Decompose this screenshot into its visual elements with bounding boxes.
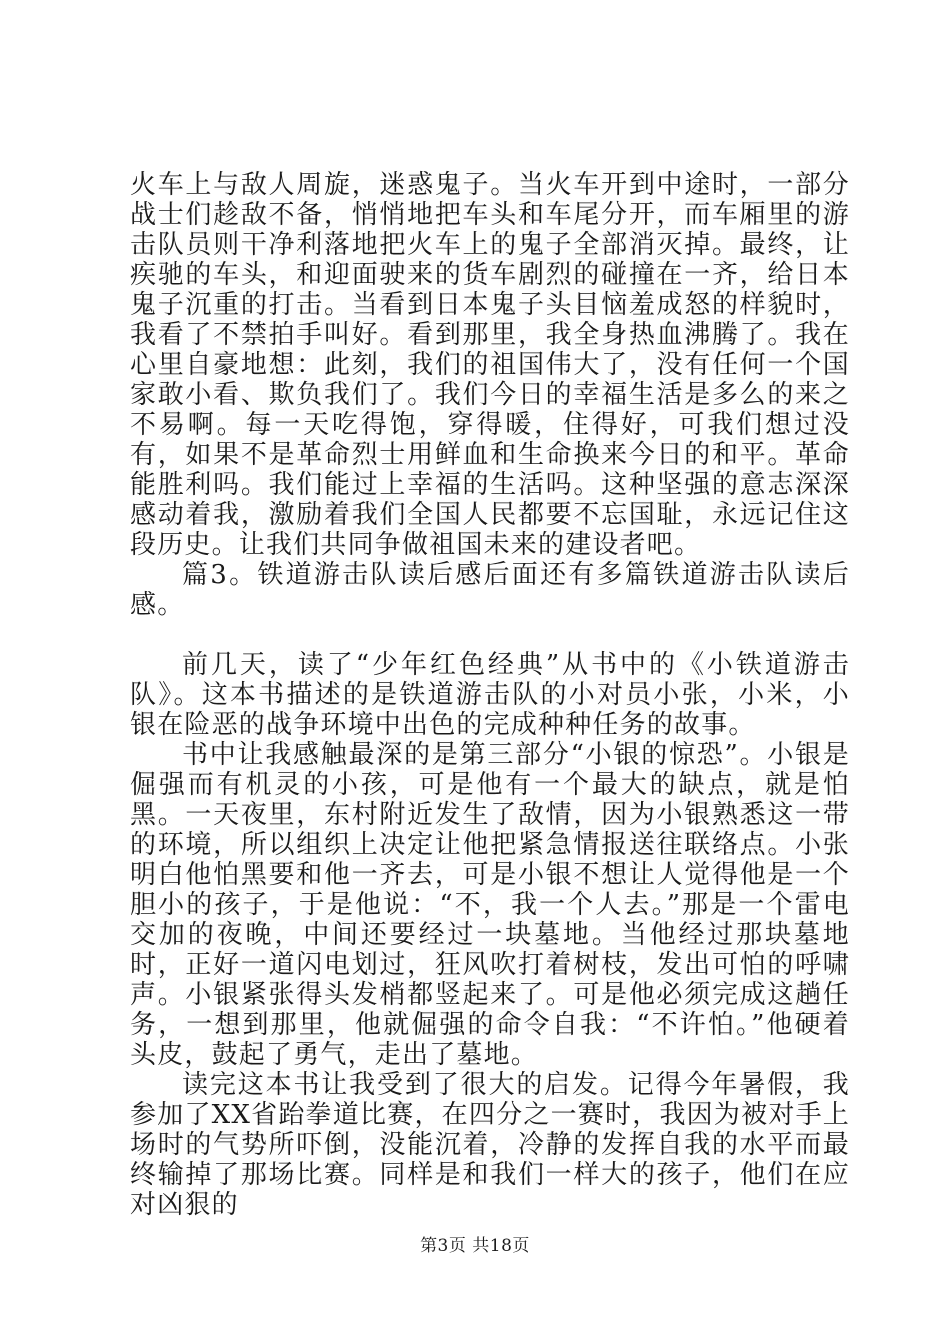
section-heading: 篇3。铁道游击队读后感后面还有多篇铁道游击队读后感。 — [130, 560, 850, 620]
paragraph-story: 书中让我感触最深的是第三部分“小银的惊恐”。小银是倔强而有机灵的小孩，可是他有一个最大的缺点，就是怕黑。一天夜里，东村附近发生了敌情，因为小银熟悉这一带的环境，所以组织上决定让他把紧急情报送往联络点。小张明白他怕黑要和他一齐去，可是小银不想让人觉得他是一个胆小的孩子，于是他说：“不，我一个人去。”那是一个雷电交加的夜晚，中间还要经过一块墓地。当他经过那块墓地时，正好一道闪电划过，狂风吹打着树枝，发出可怕的呼啸声。小银紧张得头发梢都竖起来了。可是他必须完成这趟任务，一想到那里，他就倔强的命令自我：“不许怕。”他硬着头皮，鼓起了勇气，走出了墓地。 — [130, 740, 850, 1070]
document-body — [130, 170, 850, 1220]
paragraph-reflection: 读完这本书让我受到了很大的启发。记得今年暑假，我参加了XX省跆拳道比赛，在四分之一赛时，我因为被对手上场时的气势所吓倒，没能沉着，冷静的发挥自我的水平而最终输掉了那场比赛。同样是和我们一样大的孩子，他们在应对凶狠的 — [130, 1070, 850, 1220]
page-footer: 第3页 共18页 — [420, 1236, 530, 1256]
paragraph-intro: 前几天，读了“少年红色经典”从书中的《小铁道游击队》。这本书描述的是铁道游击队的小对员小张，小米，小银在险恶的战争环境中出色的完成种种任务的故事。 — [130, 650, 850, 740]
paragraph-continuation: 火车上与敌人周旋，迷惑鬼子。当火车开到中途时，一部分战士们趁敌不备，悄悄地把车头和车尾分开，而车厢里的游击队员则干净利落地把火车上的鬼子全部消灭掉。最终，让疾驰的车头，和迎面驶来的货车剧烈的碰撞在一齐，给日本鬼子沉重的打击。当看到日本鬼子头目恼羞成怒的样貌时，我看了不禁拍手叫好。看到那里，我全身热血沸腾了。我在心里自豪地想：此刻，我们的祖国伟大了，没有任何一个国家敢小看、欺负我们了。我们今日的幸福生活是多么的来之不易啊。每一天吃得饱，穿得暖，住得好，可我们想过没有，如果不是革命烈士用鲜血和生命换来今日的和平。革命能胜利吗。我们能过上幸福的生活吗。这种坚强的意志深深感动着我，激励着我们全国人民都要不忘国耻，永远记住这段历史。让我们共同争做祖国未来的建设者吧。 — [130, 170, 850, 560]
